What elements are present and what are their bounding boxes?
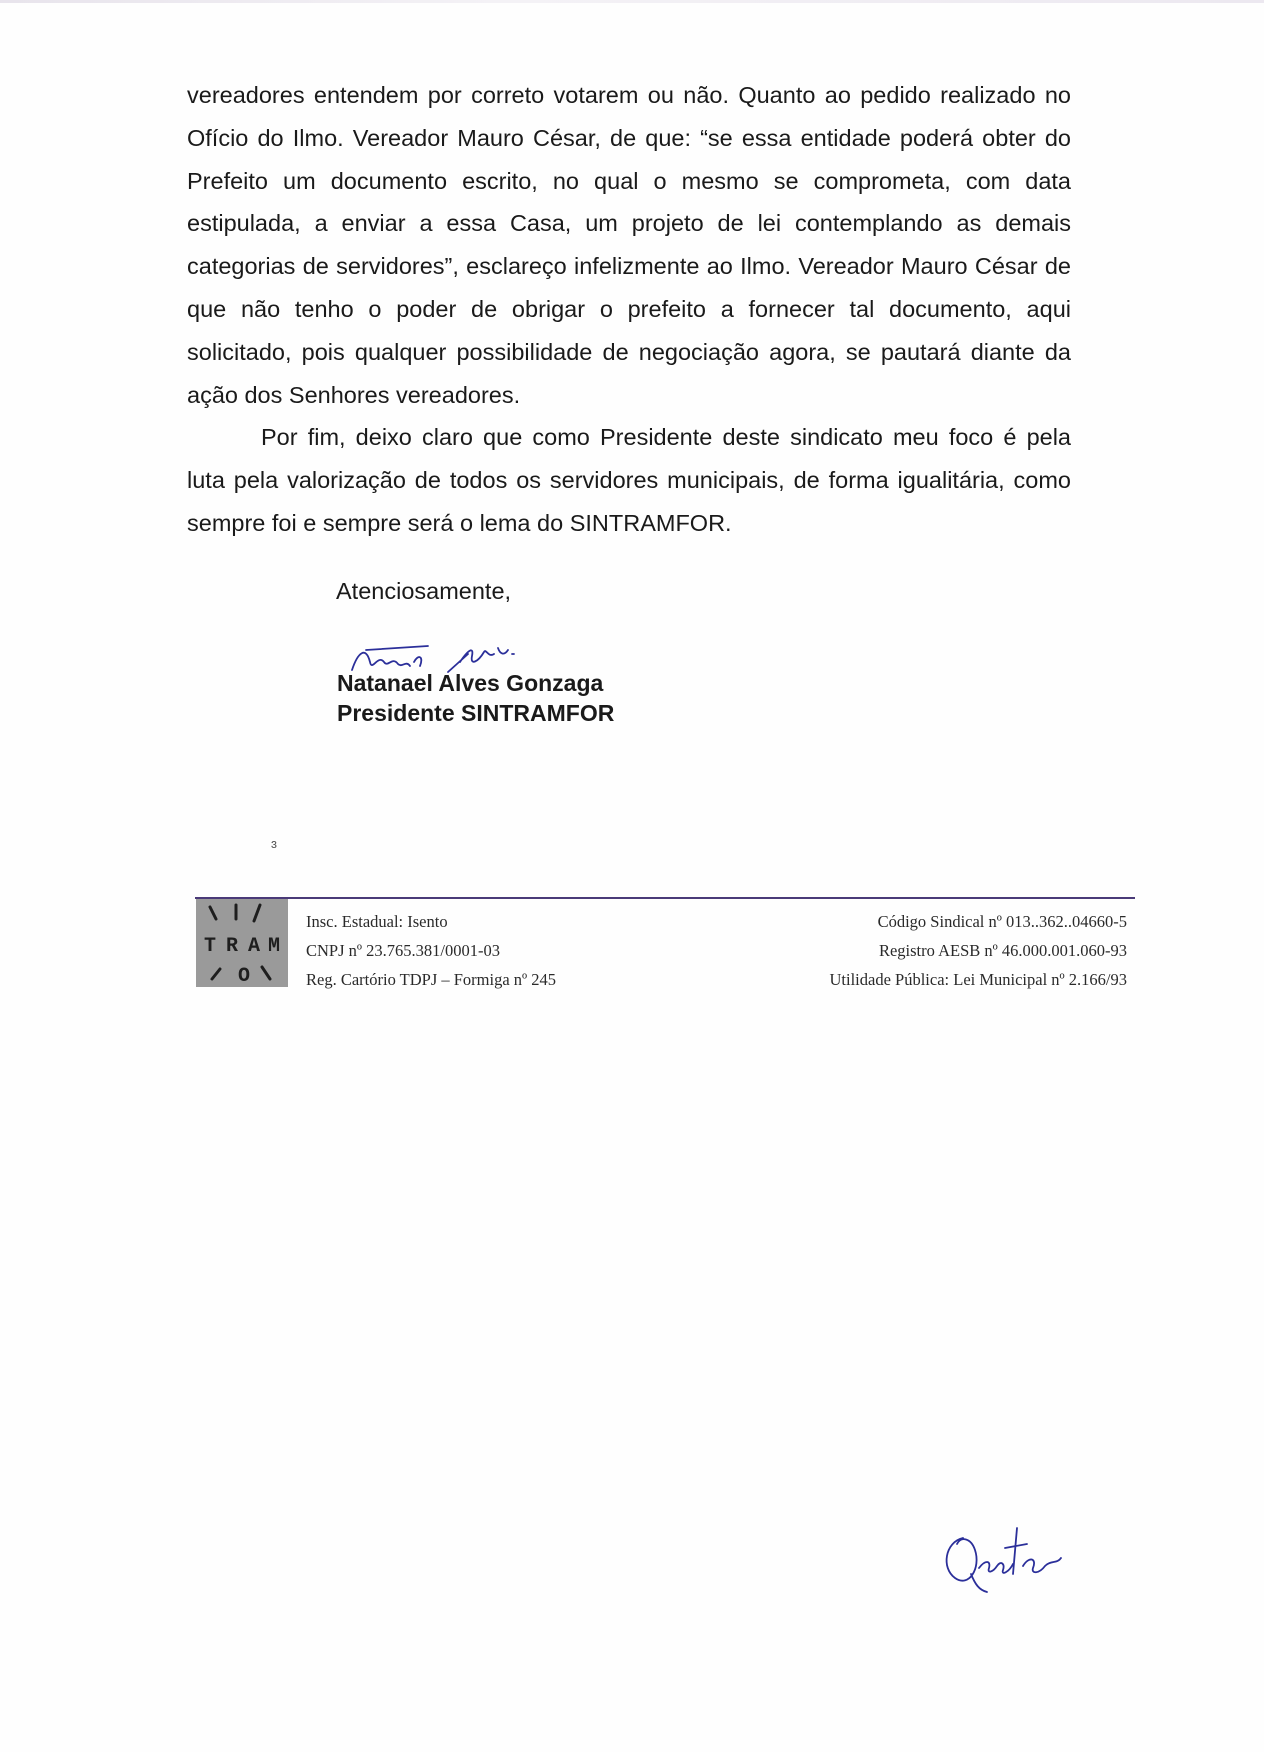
footer-state-registration: Insc. Estadual: Isento <box>306 912 448 931</box>
footer-right-info <box>830 907 1127 994</box>
footer-cnpj: CNPJ nº 23.765.381/0001-03 <box>306 941 500 960</box>
paragraph-1: vereadores entendem por correto votarem ou não. Quanto ao pedido realizado no Ofício do Ilmo. Vereador Mauro César, de que: “se essa entidade poderá obter do Prefeito um documento escrito, no qual o mesmo se comprometa, com data estipulada, a enviar a essa Casa, um projeto de lei contemplando as demais categorias de servidores”, esclareço infelizmente ao Ilmo. Vereador Mauro César de que não tenho o poder de obrigar o prefeito a fornecer tal documento, aqui solicitado, pois qualquer possibilidade de negociação agora, se pautará diante da ação dos Senhores vereadores. <box>187 82 1071 408</box>
signer-name: Natanael Alves Gonzaga <box>337 670 604 696</box>
closing-salutation: Atenciosamente, <box>336 578 512 604</box>
scan-top-edge <box>0 0 1264 3</box>
svg-text:O: O <box>238 965 251 987</box>
signer-title: Presidente SINTRAMFOR <box>337 700 615 726</box>
letter-body <box>187 74 1071 545</box>
svg-text:M: M <box>268 935 281 958</box>
svg-text:A: A <box>248 935 261 958</box>
handwritten-initials-icon <box>935 1508 1075 1598</box>
footer-divider <box>195 897 1135 899</box>
stray-mark: ɜ <box>271 836 277 851</box>
footer-left-info <box>306 907 556 994</box>
paragraph-2: Por fim, deixo claro que como Presidente deste sindicato meu foco é pela luta pela valorização de todos os servidores municipais, de forma igualitária, como sempre foi e sempre será o lema do SINTRAMFOR. <box>187 424 1071 536</box>
sintramfor-logo-icon <box>196 899 288 987</box>
svg-text:T: T <box>204 935 217 958</box>
footer-union-code: Código Sindical nº 013..362..04660-5 <box>877 912 1127 931</box>
footer-aesb-registry: Registro AESB nº 46.000.001.060-93 <box>878 941 1127 960</box>
svg-text:R: R <box>226 935 239 958</box>
footer-registry-office: Reg. Cartório TDPJ – Formiga nº 245 <box>306 970 557 989</box>
footer-public-utility: Utilidade Pública: Lei Municipal nº 2.166/93 <box>829 970 1127 989</box>
